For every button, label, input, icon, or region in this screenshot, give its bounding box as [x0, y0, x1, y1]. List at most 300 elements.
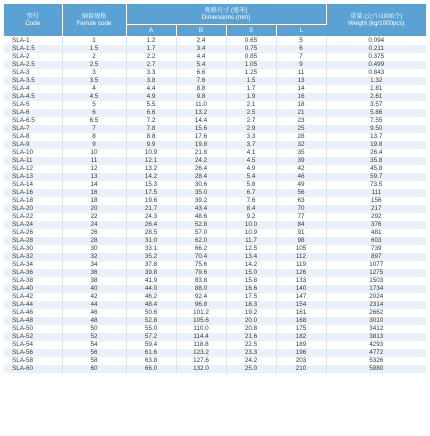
code-cell: SLA-14 — [4, 181, 62, 189]
weight-cell: 45.8 — [326, 165, 426, 173]
dim-a-cell: 21.7 — [126, 205, 176, 213]
dim-l-cell: 11 — [276, 69, 326, 77]
dim-b-cell: 123.2 — [176, 349, 226, 357]
dim-l-cell: 39 — [276, 157, 326, 165]
dim-l-cell: 196 — [276, 349, 326, 357]
ferrule-cell: 1 — [62, 37, 126, 46]
dim-b-cell: 101.2 — [176, 309, 226, 317]
weight-cell: 4293 — [326, 341, 426, 349]
dim-a-cell: 66.0 — [126, 365, 176, 373]
dim-b-cell: 28.4 — [176, 173, 226, 181]
dim-l-cell: 21 — [276, 109, 326, 117]
dim-s-cell: 23.3 — [226, 349, 276, 357]
dim-l-cell: 119 — [276, 261, 326, 269]
code-cell: SLA-1 — [4, 37, 62, 46]
ferrule-cell: 48 — [62, 317, 126, 325]
weight-cell: 19.8 — [326, 141, 426, 149]
table-row — [4, 269, 426, 277]
table-row — [4, 133, 426, 141]
dim-b-cell: 8.8 — [176, 85, 226, 93]
dim-b-cell: 14.4 — [176, 117, 226, 125]
dim-b-cell: 4.4 — [176, 53, 226, 61]
dim-b-cell: 132.0 — [176, 365, 226, 373]
ferrule-cell: 40 — [62, 285, 126, 293]
dim-a-cell: 5.5 — [126, 101, 176, 109]
weight-cell: 603 — [326, 237, 426, 245]
code-cell: SLA-8 — [4, 133, 62, 141]
table-row — [4, 165, 426, 173]
dim-s-cell: 20.0 — [226, 317, 276, 325]
dim-b-cell: 17.6 — [176, 133, 226, 141]
table-row — [4, 149, 426, 157]
table-row — [4, 293, 426, 301]
weight-cell: 7.55 — [326, 117, 426, 125]
ferrule-cell: 38 — [62, 277, 126, 285]
dim-s-cell: 11.7 — [226, 237, 276, 245]
dim-s-cell: 15.8 — [226, 277, 276, 285]
ferrule-cell: 3 — [62, 69, 126, 77]
ferrule-cell: 16 — [62, 189, 126, 197]
header-dim-a: A — [126, 25, 176, 37]
weight-cell: 9.50 — [326, 125, 426, 133]
dim-a-cell: 8.8 — [126, 133, 176, 141]
dim-l-cell: 7 — [276, 53, 326, 61]
ferrule-cell: 10 — [62, 149, 126, 157]
table-row — [4, 221, 426, 229]
header-ferrule-en: Ferrule code — [76, 20, 112, 27]
table-row — [4, 69, 426, 77]
header-dim-b: B — [176, 25, 226, 37]
dim-b-cell: 52.8 — [176, 221, 226, 229]
code-cell: SLA-16 — [4, 189, 62, 197]
weight-cell: 0.375 — [326, 53, 426, 61]
table-row — [4, 317, 426, 325]
code-cell: SLA-6 — [4, 109, 62, 117]
dim-s-cell: 9.2 — [226, 213, 276, 221]
weight-cell: 2.61 — [326, 93, 426, 101]
dim-b-cell: 19.8 — [176, 141, 226, 149]
dim-s-cell: 4.5 — [226, 157, 276, 165]
dim-b-cell: 88.0 — [176, 285, 226, 293]
dim-a-cell: 19.6 — [126, 197, 176, 205]
dim-a-cell: 15.3 — [126, 181, 176, 189]
dim-l-cell: 13 — [276, 77, 326, 85]
header-weight-en: Weight (kg/1000pcs) — [347, 20, 405, 27]
weight-cell: 2024 — [326, 293, 426, 301]
code-cell: SLA-38 — [4, 277, 62, 285]
table-row — [4, 285, 426, 293]
dim-l-cell: 210 — [276, 365, 326, 373]
weight-cell: 739 — [326, 245, 426, 253]
dim-b-cell: 39.2 — [176, 197, 226, 205]
dim-a-cell: 46.2 — [126, 293, 176, 301]
weight-cell: 1734 — [326, 285, 426, 293]
table-row — [4, 341, 426, 349]
dim-b-cell: 26.4 — [176, 165, 226, 173]
dim-s-cell: 4.1 — [226, 149, 276, 157]
code-cell: SLA-36 — [4, 269, 62, 277]
table-row — [4, 229, 426, 237]
code-cell: SLA-34 — [4, 261, 62, 269]
dim-s-cell: 10.0 — [226, 221, 276, 229]
dim-a-cell: 10.9 — [126, 149, 176, 157]
code-cell: SLA-9 — [4, 141, 62, 149]
ferrule-cell: 8 — [62, 133, 126, 141]
dim-l-cell: 112 — [276, 253, 326, 261]
ferrule-cell: 46 — [62, 309, 126, 317]
dim-s-cell: 21.6 — [226, 333, 276, 341]
weight-cell: 0.499 — [326, 61, 426, 69]
dim-s-cell: 2.9 — [226, 125, 276, 133]
dim-b-cell: 43.4 — [176, 205, 226, 213]
dim-a-cell: 2.7 — [126, 61, 176, 69]
code-cell: SLA-13 — [4, 173, 62, 181]
dim-a-cell: 59.4 — [126, 341, 176, 349]
dim-l-cell: 63 — [276, 197, 326, 205]
header-dimensions-en: Dimensions (mm) — [201, 14, 251, 21]
dim-s-cell: 13.4 — [226, 253, 276, 261]
dim-l-cell: 161 — [276, 309, 326, 317]
table-row — [4, 365, 426, 373]
dim-b-cell: 24.2 — [176, 157, 226, 165]
weight-cell: 5326 — [326, 357, 426, 365]
dim-l-cell: 168 — [276, 317, 326, 325]
code-cell: SLA-54 — [4, 341, 62, 349]
code-cell: SLA-50 — [4, 325, 62, 333]
ferrule-cell: 4.5 — [62, 93, 126, 101]
weight-cell: 26.4 — [326, 149, 426, 157]
code-cell: SLA-5 — [4, 101, 62, 109]
dim-l-cell: 77 — [276, 213, 326, 221]
dim-a-cell: 41.9 — [126, 277, 176, 285]
dim-a-cell: 35.2 — [126, 253, 176, 261]
dim-b-cell: 118.8 — [176, 341, 226, 349]
header-ferrule — [62, 4, 126, 37]
table-row — [4, 61, 426, 69]
dim-b-cell: 15.6 — [176, 125, 226, 133]
dim-b-cell: 96.8 — [176, 301, 226, 309]
dim-b-cell: 57.0 — [176, 229, 226, 237]
ferrule-cell: 26 — [62, 229, 126, 237]
header-code — [4, 4, 62, 37]
weight-cell: 2662 — [326, 309, 426, 317]
dim-l-cell: 49 — [276, 181, 326, 189]
table-row — [4, 245, 426, 253]
dim-a-cell: 61.6 — [126, 349, 176, 357]
dim-a-cell: 7.2 — [126, 117, 176, 125]
dim-a-cell: 33.1 — [126, 245, 176, 253]
code-cell: SLA-58 — [4, 357, 62, 365]
table-row — [4, 189, 426, 197]
dim-b-cell: 3.4 — [176, 45, 226, 53]
table-row — [4, 213, 426, 221]
dim-a-cell: 7.8 — [126, 125, 176, 133]
dim-a-cell: 6.6 — [126, 109, 176, 117]
ferrule-cell: 2 — [62, 53, 126, 61]
code-cell: SLA-20 — [4, 205, 62, 213]
code-cell: SLA-10 — [4, 149, 62, 157]
dim-b-cell: 2.4 — [176, 37, 226, 46]
ferrule-cell: 2.5 — [62, 61, 126, 69]
dim-s-cell: 22.5 — [226, 341, 276, 349]
code-cell: SLA-18 — [4, 197, 62, 205]
code-cell: SLA-48 — [4, 317, 62, 325]
code-cell: SLA-4.5 — [4, 93, 62, 101]
weight-cell: 13.7 — [326, 133, 426, 141]
weight-cell: 59.7 — [326, 173, 426, 181]
dim-s-cell: 1.9 — [226, 93, 276, 101]
dim-b-cell: 6.6 — [176, 69, 226, 77]
dim-s-cell: 1.7 — [226, 85, 276, 93]
header-dimensions-cn: 规格尺寸 (毫米) — [204, 7, 248, 14]
ferrule-cell: 13 — [62, 173, 126, 181]
table-row — [4, 141, 426, 149]
ferrule-cell: 18 — [62, 197, 126, 205]
dim-l-cell: 154 — [276, 301, 326, 309]
dim-b-cell: 79.6 — [176, 269, 226, 277]
dim-a-cell: 14.2 — [126, 173, 176, 181]
header-dim-l: L — [276, 25, 326, 37]
table-body — [4, 37, 426, 374]
dim-s-cell: 2.1 — [226, 101, 276, 109]
code-cell: SLA-11 — [4, 157, 62, 165]
weight-cell: 3.57 — [326, 101, 426, 109]
dim-l-cell: 126 — [276, 269, 326, 277]
table-row — [4, 349, 426, 357]
dim-l-cell: 91 — [276, 229, 326, 237]
dim-l-cell: 18 — [276, 101, 326, 109]
table-row — [4, 101, 426, 109]
weight-cell: 35.8 — [326, 157, 426, 165]
dim-s-cell: 6.7 — [226, 189, 276, 197]
dim-s-cell: 16.6 — [226, 285, 276, 293]
dim-s-cell: 14.2 — [226, 261, 276, 269]
dim-l-cell: 46 — [276, 173, 326, 181]
weight-cell: 376 — [326, 221, 426, 229]
dim-l-cell: 16 — [276, 93, 326, 101]
code-cell: SLA-46 — [4, 309, 62, 317]
dim-s-cell: 0.85 — [226, 53, 276, 61]
dim-s-cell: 5.4 — [226, 173, 276, 181]
ferrule-cell: 7 — [62, 125, 126, 133]
code-cell: SLA-28 — [4, 237, 62, 245]
header-dim-s: S — [226, 25, 276, 37]
table-row — [4, 181, 426, 189]
weight-cell: 0.211 — [326, 45, 426, 53]
table-row — [4, 53, 426, 61]
dim-s-cell: 20.8 — [226, 325, 276, 333]
weight-cell: 5880 — [326, 365, 426, 373]
weight-cell: 3412 — [326, 325, 426, 333]
ferrule-cell: 6 — [62, 109, 126, 117]
ferrule-cell: 3.5 — [62, 77, 126, 85]
dim-l-cell: 189 — [276, 341, 326, 349]
weight-cell: 1503 — [326, 277, 426, 285]
dim-l-cell: 25 — [276, 125, 326, 133]
table-row — [4, 277, 426, 285]
table-header — [4, 4, 426, 37]
ferrule-cell: 60 — [62, 365, 126, 373]
dim-l-cell: 84 — [276, 221, 326, 229]
dim-b-cell: 9.8 — [176, 93, 226, 101]
code-cell: SLA-22 — [4, 213, 62, 221]
code-cell: SLA-3 — [4, 69, 62, 77]
code-cell: SLA-7 — [4, 125, 62, 133]
table-row — [4, 45, 426, 53]
dim-a-cell: 28.5 — [126, 229, 176, 237]
dim-b-cell: 127.6 — [176, 357, 226, 365]
code-cell: SLA-1.5 — [4, 45, 62, 53]
dim-s-cell: 12.5 — [226, 245, 276, 253]
dim-s-cell: 25.0 — [226, 365, 276, 373]
dim-a-cell: 2.2 — [126, 53, 176, 61]
dim-a-cell: 31.0 — [126, 237, 176, 245]
ferrule-cell: 44 — [62, 301, 126, 309]
ferrule-cell: 58 — [62, 357, 126, 365]
ferrule-cell: 30 — [62, 245, 126, 253]
dim-b-cell: 83.8 — [176, 277, 226, 285]
weight-cell: 481 — [326, 229, 426, 237]
dim-b-cell: 11.0 — [176, 101, 226, 109]
ferrule-cell: 9 — [62, 141, 126, 149]
code-cell: SLA-60 — [4, 365, 62, 373]
dim-s-cell: 0.75 — [226, 45, 276, 53]
dim-b-cell: 75.6 — [176, 261, 226, 269]
dim-b-cell: 48.6 — [176, 213, 226, 221]
table-row — [4, 205, 426, 213]
dim-s-cell: 17.5 — [226, 293, 276, 301]
dim-s-cell: 18.3 — [226, 301, 276, 309]
dim-s-cell: 0.65 — [226, 37, 276, 46]
ferrule-cell: 28 — [62, 237, 126, 245]
dim-a-cell: 1.7 — [126, 45, 176, 53]
dim-a-cell: 44.0 — [126, 285, 176, 293]
weight-cell: 0.843 — [326, 69, 426, 77]
ferrule-cell: 20 — [62, 205, 126, 213]
dim-a-cell: 50.6 — [126, 309, 176, 317]
table-row — [4, 85, 426, 93]
ferrule-cell: 32 — [62, 253, 126, 261]
dim-b-cell: 7.6 — [176, 77, 226, 85]
table-row — [4, 93, 426, 101]
weight-cell: 73.5 — [326, 181, 426, 189]
ferrule-cell: 14 — [62, 181, 126, 189]
table-row — [4, 197, 426, 205]
dim-s-cell: 2.7 — [226, 117, 276, 125]
ferrule-cell: 54 — [62, 341, 126, 349]
code-cell: SLA-30 — [4, 245, 62, 253]
table-row — [4, 125, 426, 133]
dim-b-cell: 30.6 — [176, 181, 226, 189]
dim-a-cell: 26.4 — [126, 221, 176, 229]
dim-s-cell: 4.9 — [226, 165, 276, 173]
dim-b-cell: 13.2 — [176, 109, 226, 117]
dim-b-cell: 21.8 — [176, 149, 226, 157]
table-row — [4, 357, 426, 365]
ferrule-cell: 6.5 — [62, 117, 126, 125]
weight-cell: 897 — [326, 253, 426, 261]
dim-s-cell: 10.9 — [226, 229, 276, 237]
ferrule-cell: 4 — [62, 85, 126, 93]
weight-cell: 1.81 — [326, 85, 426, 93]
dim-s-cell: 7.6 — [226, 197, 276, 205]
dim-s-cell: 1.5 — [226, 77, 276, 85]
dim-b-cell: 70.4 — [176, 253, 226, 261]
weight-cell: 3813 — [326, 333, 426, 341]
dim-a-cell: 4.9 — [126, 93, 176, 101]
code-cell: SLA-32 — [4, 253, 62, 261]
dim-a-cell: 39.8 — [126, 269, 176, 277]
dim-a-cell: 9.9 — [126, 141, 176, 149]
table-row — [4, 37, 426, 46]
dim-l-cell: 6 — [276, 45, 326, 53]
dim-s-cell: 19.2 — [226, 309, 276, 317]
code-cell: SLA-56 — [4, 349, 62, 357]
weight-cell: 3010 — [326, 317, 426, 325]
spec-table-container — [4, 4, 426, 373]
table-row — [4, 109, 426, 117]
ferrule-cell: 56 — [62, 349, 126, 357]
dim-l-cell: 14 — [276, 85, 326, 93]
dim-l-cell: 23 — [276, 117, 326, 125]
dim-l-cell: 140 — [276, 285, 326, 293]
weight-cell: 0.094 — [326, 37, 426, 46]
dim-l-cell: 203 — [276, 357, 326, 365]
dim-a-cell: 55.0 — [126, 325, 176, 333]
dim-a-cell: 13.2 — [126, 165, 176, 173]
dim-a-cell: 48.4 — [126, 301, 176, 309]
weight-cell: 217 — [326, 205, 426, 213]
header-code-cn: 型号 — [26, 13, 39, 20]
dim-l-cell: 9 — [276, 61, 326, 69]
ferrule-cell: 52 — [62, 333, 126, 341]
dim-l-cell: 105 — [276, 245, 326, 253]
code-cell: SLA-44 — [4, 301, 62, 309]
dim-s-cell: 5.8 — [226, 181, 276, 189]
dim-b-cell: 114.4 — [176, 333, 226, 341]
dim-b-cell: 110.0 — [176, 325, 226, 333]
code-cell: SLA-40 — [4, 285, 62, 293]
dim-l-cell: 98 — [276, 237, 326, 245]
ferrule-cell: 36 — [62, 269, 126, 277]
dim-a-cell: 4.4 — [126, 85, 176, 93]
weight-cell: 4772 — [326, 349, 426, 357]
dim-s-cell: 1.25 — [226, 69, 276, 77]
dim-l-cell: 147 — [276, 293, 326, 301]
header-ferrule-cn: 铜套规格 — [81, 13, 107, 20]
dim-a-cell: 12.1 — [126, 157, 176, 165]
ferrule-cell: 50 — [62, 325, 126, 333]
dim-b-cell: 62.0 — [176, 237, 226, 245]
code-cell: SLA-4 — [4, 85, 62, 93]
weight-cell: 1.32 — [326, 77, 426, 85]
dim-s-cell: 8.4 — [226, 205, 276, 213]
table-row — [4, 309, 426, 317]
dim-l-cell: 56 — [276, 189, 326, 197]
dim-l-cell: 28 — [276, 133, 326, 141]
dim-s-cell: 1.05 — [226, 61, 276, 69]
dim-a-cell: 63.8 — [126, 357, 176, 365]
dim-a-cell: 24.3 — [126, 213, 176, 221]
dim-a-cell: 57.2 — [126, 333, 176, 341]
weight-cell: 1275 — [326, 269, 426, 277]
dim-a-cell: 17.5 — [126, 189, 176, 197]
dim-a-cell: 1.2 — [126, 37, 176, 46]
dim-a-cell: 3.8 — [126, 77, 176, 85]
table-row — [4, 253, 426, 261]
code-cell: SLA-2.5 — [4, 61, 62, 69]
table-row — [4, 333, 426, 341]
